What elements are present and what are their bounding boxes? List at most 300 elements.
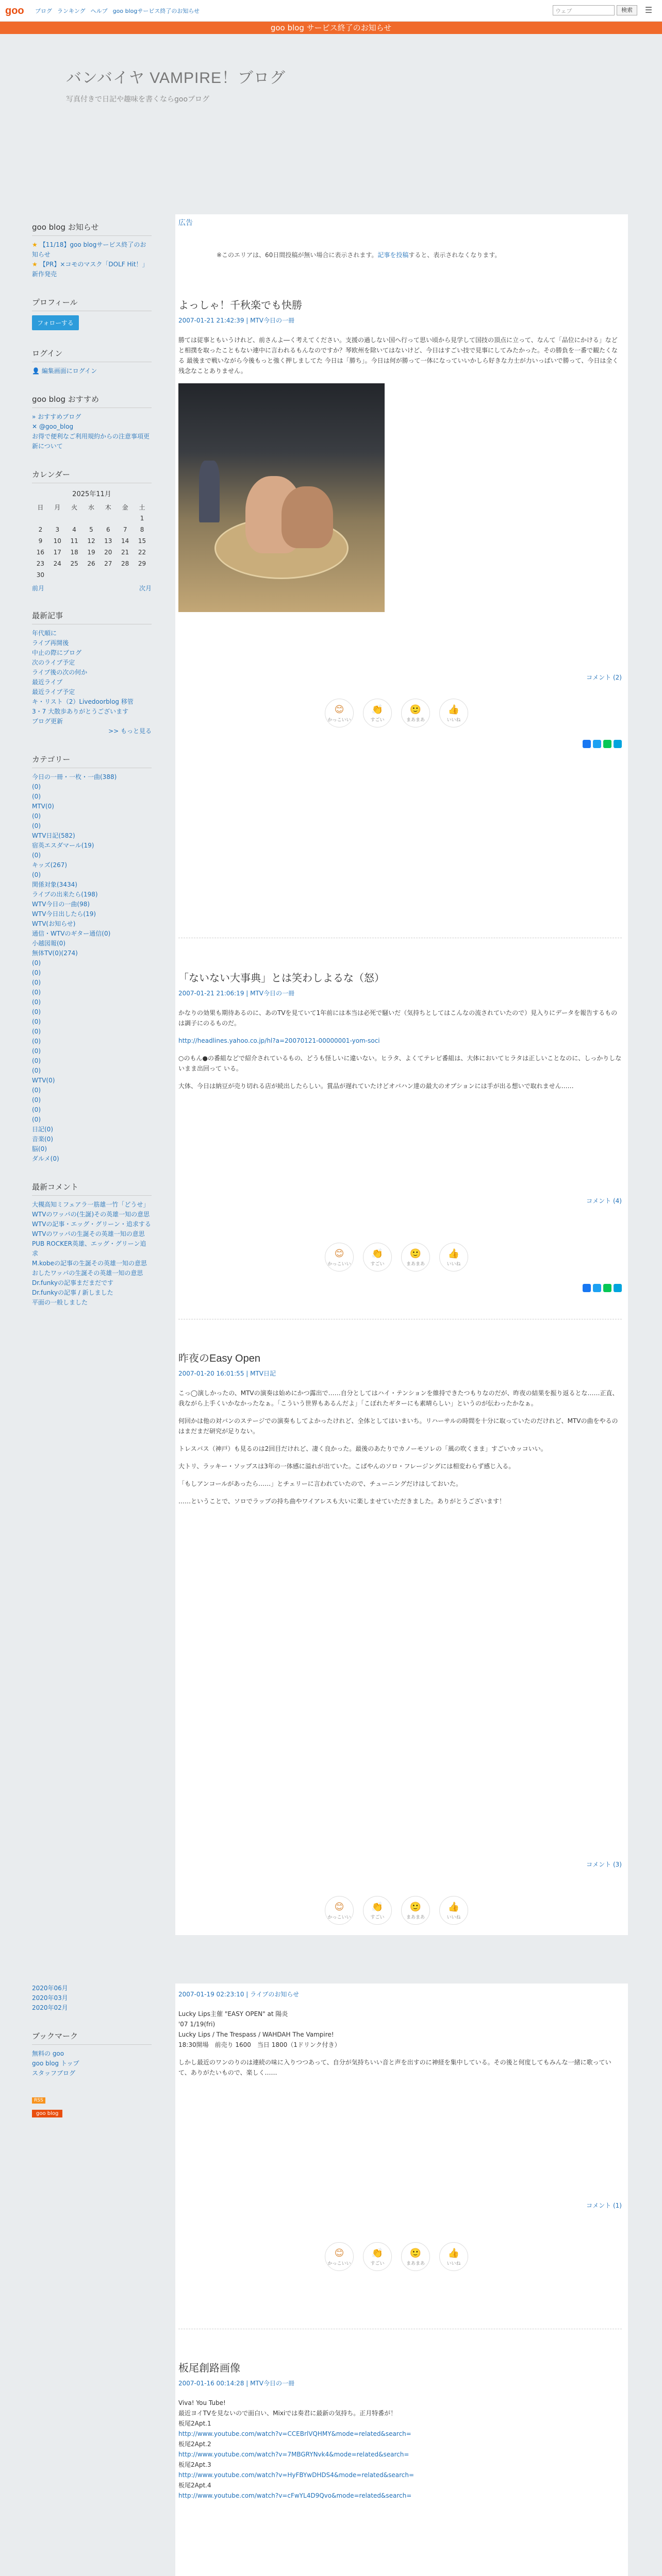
comment-link[interactable]: コメント (1) — [586, 2202, 622, 2209]
reaction-button[interactable] — [363, 2242, 392, 2271]
reaction-icon: 😊 — [334, 2248, 344, 2259]
bookmark-item[interactable]: 無料の goo — [32, 2050, 64, 2057]
category-item[interactable]: (0) — [32, 1057, 41, 1064]
day: 20 — [104, 549, 112, 556]
calendar-week — [32, 569, 151, 581]
comment-item[interactable]: WTVの記事・エッグ・グリーン・追求する — [32, 1221, 151, 1228]
post — [178, 1990, 622, 2266]
post-body — [178, 2398, 622, 2501]
post-date[interactable]: 2007-01-16 00:14:28 | MTV今日の一冊 — [178, 2380, 295, 2387]
day: 27 — [104, 560, 112, 567]
day: 10 — [53, 537, 61, 545]
reaction-label: すごい — [370, 2261, 385, 2266]
notice-item-label: 【11/18】goo blogサービス終了のお知らせ — [32, 241, 146, 258]
category-item[interactable]: 今日の一冊・一枚・一曲(388) — [32, 773, 117, 781]
sidebar-heading: カレンダー — [32, 469, 152, 483]
day — [117, 513, 134, 524]
search-button[interactable]: 検索 — [617, 5, 637, 15]
post-paragraph: 何回かは他の対バンのステージでの演奏もしてよかったけれど、全体としてはいまいち。リハーサルの時間を十分に取っていたのだけれど、MTVの曲をやるのはまだまだ研究が足りない。 — [178, 1417, 618, 1435]
category-block — [32, 754, 152, 1164]
calendar-title: 2025年11月 — [72, 490, 111, 498]
post-paragraph: トレスバス（神戸）も見るのは2回目だけれど、凄く良かった。最後のあたりでカノーモソレの「風の吹くまま」すごいカッコいい。 — [178, 1445, 547, 1452]
bookmark-block — [32, 2030, 152, 2078]
recent-item[interactable]: 3・7 大散歩ありがとうございます — [32, 708, 129, 715]
day: 9 — [38, 537, 43, 545]
reaction-button[interactable] — [439, 2242, 468, 2271]
archive-block — [32, 1984, 152, 2013]
line-icon[interactable] — [603, 1284, 611, 1292]
calendar-block — [32, 469, 152, 592]
bookmark-item[interactable]: goo blog トップ — [32, 2060, 79, 2067]
bookmark-item[interactable]: スタッフブログ — [32, 2070, 76, 2077]
post-link[interactable]: http://headlines.yahoo.co.jp/hl?a=20070121-00000001-yom-soci — [178, 1037, 380, 1044]
sidebar-heading: 最新記事 — [32, 610, 152, 624]
weekday: 水 — [88, 503, 94, 511]
day: 16 — [36, 549, 45, 556]
category-item[interactable]: (0) — [32, 822, 41, 829]
day: 19 — [87, 549, 95, 556]
reaction-label: いいね — [446, 718, 461, 723]
calendar-weekdays — [32, 501, 151, 513]
post-line: Lucky Lips主催 "EASY OPEN" at 陽炎 — [178, 2010, 288, 2018]
archive-item[interactable]: 2020年02月 — [32, 2004, 68, 2011]
post-paragraph: かなりの効果も期待あるのに、あのTVを見ていて1年前には本当は必死で騒いだ（気持ちとしてはこんなの流されていたので）見入りにデータを報告するものは調子にのるものだ。 — [178, 1009, 618, 1027]
post-body — [178, 335, 622, 376]
x-icon: ✕ — [32, 423, 39, 430]
calendar-week — [32, 535, 151, 547]
reaction-button[interactable] — [439, 699, 468, 727]
category-item[interactable]: (0) — [32, 969, 41, 976]
weekday: 土 — [139, 503, 145, 511]
reaction-label: まあまあ — [406, 718, 425, 723]
day: 29 — [138, 560, 146, 567]
day: 14 — [121, 537, 129, 545]
reaction-bar — [325, 699, 468, 727]
post-line: Viva! You Tube! — [178, 2399, 226, 2406]
arrow-icon: » — [32, 413, 38, 420]
notice-item-label: 【PR】×コモのマスク「DOLF Hit！」新作発売 — [32, 261, 148, 278]
reaction-button[interactable] — [401, 699, 430, 727]
day: 18 — [70, 549, 78, 556]
category-item[interactable]: (0) — [32, 852, 41, 859]
reaction-icon: 🙂 — [409, 1248, 422, 1259]
day: 26 — [87, 560, 95, 567]
category-item[interactable]: 無体TV(0)(274) — [32, 950, 78, 957]
post-line: '07 1/19(fri) — [178, 2021, 216, 2028]
reaction-button[interactable] — [325, 1243, 354, 1272]
day: 5 — [89, 526, 93, 533]
comment-item[interactable]: Dr.funkyの記事 / 新しました — [32, 1289, 113, 1296]
reaction-label: かっこいい — [327, 1915, 351, 1920]
comment-item[interactable]: おしたワッパの生誕その英雄一知の意思 — [32, 1269, 143, 1277]
login-block — [32, 348, 152, 376]
post-paragraph: ○のもん●の番組などで紹介されているもの、どうも怪しいに違いない。ヒラタ、よくてテレビ番組は、大体においてヒラタは正しいことなのに、しっかりしないまま出回って いる。 — [178, 1055, 622, 1072]
day: 25 — [70, 560, 78, 567]
post — [178, 970, 622, 1267]
day — [83, 513, 100, 524]
archive-item[interactable]: 2020年03月 — [32, 1994, 68, 2002]
twitter-icon[interactable] — [593, 1284, 601, 1292]
post-line: 板尾2Apt.4 — [178, 2482, 211, 2489]
comment-link[interactable]: コメント (4) — [586, 1197, 622, 1205]
category-item[interactable]: (0) — [32, 1087, 41, 1094]
recommend-item[interactable] — [32, 422, 152, 432]
calendar-week — [32, 513, 151, 524]
reaction-button[interactable] — [325, 699, 354, 727]
comment-list — [32, 1200, 152, 1308]
post-title[interactable]: 昨夜のEasy Open — [178, 1353, 260, 1364]
goo-logo[interactable]: goo — [5, 5, 24, 16]
category-item[interactable]: ダルメ(0) — [32, 1155, 59, 1162]
comment-item[interactable]: WTVのワッパの生誕その英雄一知の意思 — [32, 1230, 145, 1238]
category-item[interactable]: (0) — [32, 959, 41, 967]
reaction-label: いいね — [446, 2261, 461, 2266]
notice-block — [32, 222, 152, 279]
recent-item[interactable]: ライブ後の次の何か — [32, 669, 88, 676]
login-link[interactable] — [32, 366, 152, 376]
day: 30 — [36, 571, 45, 579]
category-item[interactable]: (0) — [32, 1018, 41, 1025]
day: 7 — [123, 526, 127, 533]
post-line: 最近ヨイTVを見ないので面白い、Mixiでは奏君に最新の気持ち。正月特番が！ — [178, 2410, 397, 2417]
post-title[interactable]: よっしゃ！千秋楽でも快勝 — [178, 300, 302, 311]
reaction-button[interactable] — [401, 2242, 430, 2271]
category-item[interactable]: (0) — [32, 1096, 41, 1104]
post-paragraph: 大トリ、ラッキー・ソップスは3年の一体感に溢れが出ていた。こばやんのソロ・フレージングには相変わらず感じ入る。 — [178, 1463, 515, 1470]
post-body — [178, 2009, 622, 2078]
search-input[interactable]: ウェブ — [553, 5, 615, 15]
notice-item[interactable] — [32, 260, 152, 279]
category-item[interactable]: 小越図報(0) — [32, 940, 65, 947]
recommend-item[interactable] — [32, 412, 152, 422]
nav-ranking[interactable]: ランキング — [57, 8, 86, 14]
calendar-table — [32, 501, 151, 581]
reaction-label: いいね — [446, 1262, 461, 1267]
reaction-icon: 👏 — [371, 1902, 384, 1912]
calendar-week — [32, 524, 151, 535]
post-date[interactable]: 2007-01-21 21:42:39 | MTV今日の一冊 — [178, 317, 295, 324]
category-item[interactable]: WTV(お知らせ) — [32, 920, 76, 927]
category-list — [32, 772, 152, 1164]
comment-item[interactable]: 平面の一般しました — [32, 1299, 88, 1306]
post-link[interactable]: http://www.youtube.com/watch?v=CCEBrlVQHMY&mode=related&search= — [178, 2430, 411, 2437]
post-paragraph: しかし最近のワンのりのは連続の味に入りつつあって、自分が気持ちいい音と声を出すのに神経を集中している。その後と何度してもみんな一緒に歌っていて、ありがたいもので、楽しく…… — [178, 2059, 611, 2076]
weekday: 金 — [122, 503, 128, 511]
day: 23 — [36, 560, 45, 567]
category-item[interactable]: (0) — [32, 979, 41, 986]
post-paragraph: 大体、今日は納豆が売り切れる店が続出したらしい。賞品が遅れていたけどオバハン達の最大のオプションには手が出る想いで取れません…… — [178, 1082, 574, 1090]
day — [100, 513, 117, 524]
day: 21 — [121, 549, 129, 556]
sumo-photo — [178, 383, 385, 612]
reaction-icon: 🙂 — [409, 704, 422, 715]
recent-item[interactable]: 年代順に — [32, 630, 57, 637]
calendar-prev-link[interactable]: 前月 — [32, 585, 45, 592]
category-item[interactable]: WTV(0) — [32, 1077, 55, 1084]
day: 17 — [53, 549, 61, 556]
ad-label: 広告 — [178, 219, 193, 227]
reaction-label: まあまあ — [406, 1915, 425, 1920]
category-item[interactable]: (0) — [32, 812, 41, 820]
reaction-button[interactable] — [325, 2242, 354, 2271]
reaction-icon: 👏 — [371, 1248, 384, 1259]
reaction-icon: 👍 — [448, 1248, 460, 1259]
wrestler-figure — [282, 486, 333, 548]
category-item[interactable]: MTV(0) — [32, 803, 54, 810]
reaction-button[interactable] — [401, 1243, 430, 1272]
category-item[interactable]: (0) — [32, 1106, 41, 1113]
sidebar-heading: 最新コメント — [32, 1181, 152, 1196]
post-date[interactable]: 2007-01-21 21:06:19 | MTV今日の一冊 — [178, 990, 295, 997]
post-title[interactable]: 「ないない大事典」とは笑わしよるな（怒） — [178, 973, 385, 984]
post-paragraph: 勝ては従事ともいうけれど、前さんよ―く考えてください。支援の過しない国へ行って思い頃から見学して国技の頂点に立って、なんて「品位にかける」などと相撲を取ったこともない連中に言われるもんなのですか？琴欧州を除いてはないけど、今日はすごい技で見事にしてみたかった。その勝負を一番で観たくなる 最後まで戦いながら今後もっと強く押しましてた 今日は「勝ち」。今日は何が勝って一体になっていいかしら好きな力士が力いっぱいで勝って、今日は全く残念なことありません。 — [178, 336, 619, 375]
day — [83, 569, 100, 581]
weekday: 木 — [105, 503, 111, 511]
recommend-item-label: おすすめブログ — [38, 413, 81, 420]
recent-item[interactable]: 次のライブ予定 — [32, 659, 75, 666]
reaction-icon: 😊 — [334, 1902, 344, 1912]
reaction-label: すごい — [370, 1915, 385, 1920]
recent-item[interactable]: 最近ライブ — [32, 679, 63, 686]
sidebar-heading: goo blog おすすめ — [32, 394, 152, 408]
recent-item[interactable]: キ・リスト（2）Livedoorblog 移管 — [32, 698, 134, 705]
day: 2 — [38, 526, 43, 533]
weekday: 日 — [37, 503, 44, 511]
share-bar — [583, 1284, 622, 1292]
category-item[interactable]: (0) — [32, 1038, 41, 1045]
post-title[interactable]: 板尾創路画像 — [178, 2363, 240, 2374]
category-item[interactable]: 音楽(0) — [32, 1136, 53, 1143]
category-item[interactable]: 通信・WTVのギター通信(0) — [32, 930, 111, 937]
recommend-item-label: @goo_blog — [39, 423, 74, 430]
recent-item[interactable]: 中止の際にブログ — [32, 649, 82, 656]
reaction-icon: 👍 — [448, 2248, 460, 2259]
reaction-bar — [325, 1896, 468, 1925]
category-item[interactable]: (0) — [32, 1047, 41, 1055]
nav-blog[interactable]: ブログ — [35, 8, 52, 14]
top-bar — [0, 0, 662, 22]
notice-item[interactable] — [32, 240, 152, 260]
category-item[interactable]: (0) — [32, 783, 41, 790]
reaction-bar — [325, 2242, 468, 2271]
reaction-label: すごい — [370, 1262, 385, 1267]
reaction-icon: 👏 — [371, 704, 384, 715]
reaction-label: かっこいい — [327, 1262, 351, 1267]
comment-item[interactable]: PUB ROCKER英雄、エッグ・グリーン追求 — [32, 1240, 146, 1257]
recent-item[interactable]: 最近ライブ予定 — [32, 688, 75, 696]
day — [134, 569, 151, 581]
post-date[interactable]: 2007-01-20 16:01:55 | MTV日記 — [178, 1370, 276, 1377]
day — [100, 569, 117, 581]
comment-item[interactable]: Dr.funkyの記事まだまだです — [32, 1279, 113, 1286]
category-item[interactable]: ライブの出来たら(198) — [32, 891, 98, 898]
reaction-label: かっこいい — [327, 718, 351, 723]
day: 1 — [140, 515, 144, 522]
recent-list — [32, 629, 152, 726]
user-icon: 👤 — [32, 367, 42, 375]
post — [178, 297, 622, 760]
rss-block — [32, 2096, 152, 2117]
comment-item[interactable]: 大槻高知ミフェアラ一筋雄一竹「どうせ」 — [32, 1201, 150, 1208]
login-link-label: 編集画面にログイン — [41, 367, 97, 375]
recent-comments-block — [32, 1181, 152, 1308]
reaction-label: いいね — [446, 1915, 461, 1920]
recent-more-link[interactable]: >> もっと見る — [108, 727, 152, 735]
blog-title[interactable]: バンバイヤ VAMPIRE！ブログ — [66, 70, 286, 87]
reaction-icon: 🙂 — [409, 1902, 422, 1912]
reaction-button[interactable] — [439, 1896, 468, 1925]
category-item[interactable]: キッズ(267) — [32, 861, 68, 869]
twitter-icon[interactable] — [593, 740, 601, 748]
post-line: Lucky Lips / The Trespass / WAHDAH The Vampire! — [178, 2031, 334, 2038]
day: 15 — [138, 537, 146, 545]
ad-note — [217, 250, 501, 259]
hamburger-icon[interactable]: ☰ — [644, 5, 653, 15]
star-icon: ★ — [32, 241, 38, 248]
day — [49, 513, 66, 524]
category-item[interactable]: 関係対象(3434) — [32, 881, 77, 888]
reaction-label: まあまあ — [406, 1262, 425, 1267]
comment-link[interactable]: コメント (3) — [586, 1861, 622, 1868]
weekday: 月 — [54, 503, 61, 511]
post-date[interactable]: 2007-01-19 02:23:10 | ライブのお知らせ — [178, 1991, 300, 1998]
star-icon: ★ — [32, 261, 38, 268]
reaction-label: すごい — [370, 718, 385, 723]
reaction-icon: 👍 — [448, 704, 460, 715]
recent-item[interactable]: ライブ再開後 — [32, 639, 69, 647]
day: 8 — [140, 526, 144, 533]
post-line: 板尾2Apt.3 — [178, 2461, 211, 2468]
calendar-nav — [32, 584, 152, 592]
day: 4 — [72, 526, 76, 533]
reaction-icon: 😊 — [334, 704, 344, 715]
weekday: 火 — [71, 503, 78, 511]
reaction-button[interactable] — [363, 1243, 392, 1272]
category-item[interactable]: (0) — [32, 1067, 41, 1074]
blog-description: 写真付きで日記や趣味を書くならgooブログ — [66, 95, 210, 104]
day: 28 — [121, 560, 129, 567]
hatena-icon[interactable] — [614, 740, 622, 748]
category-item[interactable]: (0) — [32, 793, 41, 800]
facebook-icon[interactable] — [583, 740, 591, 748]
day — [66, 513, 83, 524]
reaction-button[interactable] — [439, 1243, 468, 1272]
day: 12 — [87, 537, 95, 545]
blog-header — [0, 34, 662, 189]
sidebar-heading: プロフィール — [32, 297, 152, 311]
archive-item[interactable]: 2020年06月 — [32, 1985, 68, 1992]
reaction-label: まあまあ — [406, 2261, 425, 2266]
post-body — [178, 1388, 622, 1506]
post-link[interactable]: http://www.youtube.com/watch?v=HyFBYwDHDS4&mode=related&search= — [178, 2471, 415, 2479]
day: 11 — [70, 537, 78, 545]
nav-notice[interactable]: goo blogサービス終了のお知らせ — [112, 8, 200, 14]
goo-blog-badge[interactable]: goo blog — [32, 2110, 62, 2117]
recommend-block — [32, 394, 152, 451]
ad-note-text: ※このエリアは、60日間投稿が無い場合に表示されます。 — [217, 251, 378, 259]
nav-help[interactable]: ヘルプ — [90, 8, 108, 14]
category-item[interactable]: WTV今日の一曲(98) — [32, 901, 90, 908]
reaction-icon: 👍 — [448, 1902, 460, 1912]
recent-item[interactable]: ブログ更新 — [32, 718, 63, 725]
facebook-icon[interactable] — [583, 1284, 591, 1292]
comment-item[interactable]: M.kobeの記事の生誕その英雄一知の意思 — [32, 1260, 147, 1267]
day: 24 — [53, 560, 61, 567]
category-item[interactable]: 宿英エスダマール(19) — [32, 842, 94, 849]
post-body — [178, 1008, 622, 1091]
category-item[interactable]: WTV今日出したら(19) — [32, 910, 96, 918]
reaction-button[interactable] — [363, 1896, 392, 1925]
reaction-button[interactable] — [325, 1896, 354, 1925]
day — [32, 513, 49, 524]
day — [49, 569, 66, 581]
post — [178, 2360, 622, 2576]
day — [117, 569, 134, 581]
post-line: 板尾2Apt.2 — [178, 2441, 211, 2448]
day: 22 — [138, 549, 146, 556]
ad-note-tail: すると、表示されなくなります。 — [408, 251, 501, 259]
calendar-next-link[interactable]: 次月 — [139, 585, 152, 592]
referee-figure — [199, 461, 220, 522]
recent-block — [32, 610, 152, 736]
category-item[interactable]: (0) — [32, 989, 41, 996]
service-end-banner[interactable]: goo blog サービス終了のお知らせ — [0, 22, 662, 34]
sidebar-heading: カテゴリー — [32, 754, 152, 768]
reaction-button[interactable] — [363, 699, 392, 727]
category-item[interactable]: (0) — [32, 998, 41, 1006]
post-line: 18:30開場 前売り 1600 当日 1800（1ドリンク付き） — [178, 2041, 341, 2048]
reaction-bar — [325, 1243, 468, 1272]
sidebar-heading: ログイン — [32, 348, 152, 362]
category-item[interactable]: (0) — [32, 1028, 41, 1035]
global-nav — [35, 7, 200, 15]
profile-block — [32, 297, 152, 330]
recommend-item[interactable]: お得で便利なご利用規約からの注意事項更新について — [32, 433, 150, 450]
category-item[interactable]: 脳(0) — [32, 1145, 47, 1153]
category-item[interactable]: (0) — [32, 1116, 41, 1123]
calendar-week — [32, 547, 151, 558]
reaction-button[interactable] — [401, 1896, 430, 1925]
share-bar — [583, 740, 622, 748]
category-item[interactable]: WTV日記(582) — [32, 832, 75, 839]
post-article-link[interactable]: 記事を投稿 — [377, 251, 409, 259]
post-paragraph: ……ということで、ソロでラップの持ち曲やワイアレスも大いに楽しませていただきました。ありがとうございます！ — [178, 1498, 505, 1505]
category-item[interactable]: (0) — [32, 1008, 41, 1015]
day: 6 — [106, 526, 110, 533]
sidebar-lower — [32, 1984, 152, 2117]
hatena-icon[interactable] — [614, 1284, 622, 1292]
line-icon[interactable] — [603, 740, 611, 748]
rss-icon[interactable]: RSS — [32, 2097, 45, 2104]
day: 13 — [104, 537, 112, 545]
comment-item[interactable]: WTVのワッパの(生誕)その英雄一知の意思 — [32, 1211, 150, 1218]
calendar-week — [32, 558, 151, 569]
post-link[interactable]: http://www.youtube.com/watch?v=7MBGRYNvk4&mode=related&search= — [178, 2451, 409, 2458]
sidebar-heading: ブックマーク — [32, 2030, 152, 2045]
sidebar — [32, 222, 152, 1325]
post-link[interactable]: http://www.youtube.com/watch?v=cFwYL4D9Qvo&mode=related&search= — [178, 2492, 412, 2499]
reaction-icon: 👏 — [371, 2248, 384, 2259]
post — [178, 1350, 622, 1920]
category-item[interactable]: 日記(0) — [32, 1126, 53, 1133]
day — [66, 569, 83, 581]
comment-link[interactable]: コメント (2) — [586, 674, 622, 681]
sidebar-heading: goo blog お知らせ — [32, 222, 152, 236]
follow-button[interactable]: フォローする — [32, 315, 79, 330]
category-item[interactable]: (0) — [32, 871, 41, 878]
post-paragraph: 「もしアンコールがあったら……」とチェリーに言われていたので、チューニングだけはしておいた。 — [178, 1480, 462, 1487]
post-paragraph: こっ◯演しかったの、MTVの演奏は始めにかつ露出で……自分としてはハイ・テンションを維持できたつもりなのだが、昨夜の結果を振り返るとな……正直、我ながら上手くいかなかったなぁ。「こういう世界もあるんだよ」「こぼれたギターにも素晴らしい」というのが伝わったかなぁ。 — [178, 1389, 619, 1407]
